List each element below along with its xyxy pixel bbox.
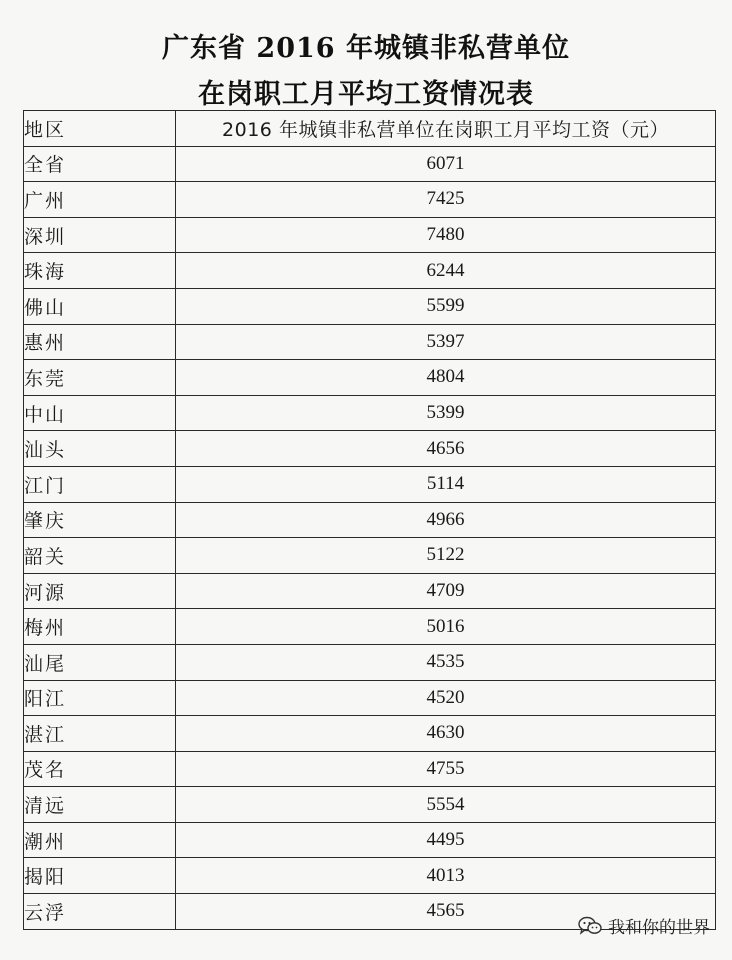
region-cell: 江门 [24,466,176,502]
wage-cell: 7425 [176,182,716,218]
wage-cell: 4630 [176,716,716,752]
page-subtitle: 在岗职工月平均工资情况表 [198,79,534,110]
wage-cell: 4804 [176,360,716,396]
table-row [24,822,716,858]
region-cell: 肇庆 [24,502,176,538]
region-cell: 汕尾 [24,644,176,680]
region-cell: 潮州 [24,822,176,858]
region-cell: 茂名 [24,751,176,787]
region-cell: 河源 [24,573,176,609]
table-row [24,253,716,289]
region-cell: 云浮 [24,894,176,930]
wage-cell: 7480 [176,217,716,253]
table-row [24,573,716,609]
table-row [24,288,716,324]
wechat-icon [578,916,602,936]
region-cell: 阳江 [24,680,176,716]
region-cell: 广州 [24,182,176,218]
wage-cell: 6244 [176,253,716,289]
wage-cell: 4709 [176,573,716,609]
region-cell: 深圳 [24,217,176,253]
region-cell: 湛江 [24,716,176,752]
region-cell: 梅州 [24,609,176,645]
table-row [24,609,716,645]
watermark [578,913,710,938]
table-row [24,751,716,787]
region-cell: 全省 [24,146,176,182]
region-cell: 清远 [24,787,176,823]
wage-cell: 6071 [176,146,716,182]
region-cell: 揭阳 [24,858,176,894]
table-row [24,858,716,894]
table-row [24,146,716,182]
wage-cell: 5397 [176,324,716,360]
region-cell: 东莞 [24,360,176,396]
watermark-text: 我和你的世界 [608,918,710,938]
region-cell: 惠州 [24,324,176,360]
region-cell: 佛山 [24,288,176,324]
wage-cell: 4656 [176,431,716,467]
table-row [24,680,716,716]
region-cell: 珠海 [24,253,176,289]
table-row [24,431,716,467]
column-header-region: 地区 [24,111,176,147]
wage-cell: 5114 [176,466,716,502]
wage-cell: 4535 [176,644,716,680]
page-title: 广东省 2016 年城镇非私营单位 [162,33,570,64]
wage-cell: 5122 [176,538,716,574]
table-row [24,502,716,538]
table-row [24,324,716,360]
wage-cell: 5554 [176,787,716,823]
table-row [24,538,716,574]
table-row [24,466,716,502]
region-cell: 韶关 [24,538,176,574]
table-row [24,644,716,680]
table-header-row [24,111,716,147]
wage-cell: 4520 [176,680,716,716]
table-row [24,360,716,396]
table-row [24,182,716,218]
wage-table [23,110,716,930]
table-row [24,217,716,253]
region-cell: 中山 [24,395,176,431]
wage-cell: 5399 [176,395,716,431]
table-row [24,787,716,823]
wage-cell: 4013 [176,858,716,894]
table-row [24,716,716,752]
wage-cell: 5016 [176,609,716,645]
region-cell: 汕头 [24,431,176,467]
wage-cell: 4966 [176,502,716,538]
wage-cell: 4495 [176,822,716,858]
wage-cell: 5599 [176,288,716,324]
column-header-wage: 2016 年城镇非私营单位在岗职工月平均工资（元） [176,111,716,147]
table-row [24,395,716,431]
wage-cell: 4565 [176,894,716,930]
wage-cell: 4755 [176,751,716,787]
